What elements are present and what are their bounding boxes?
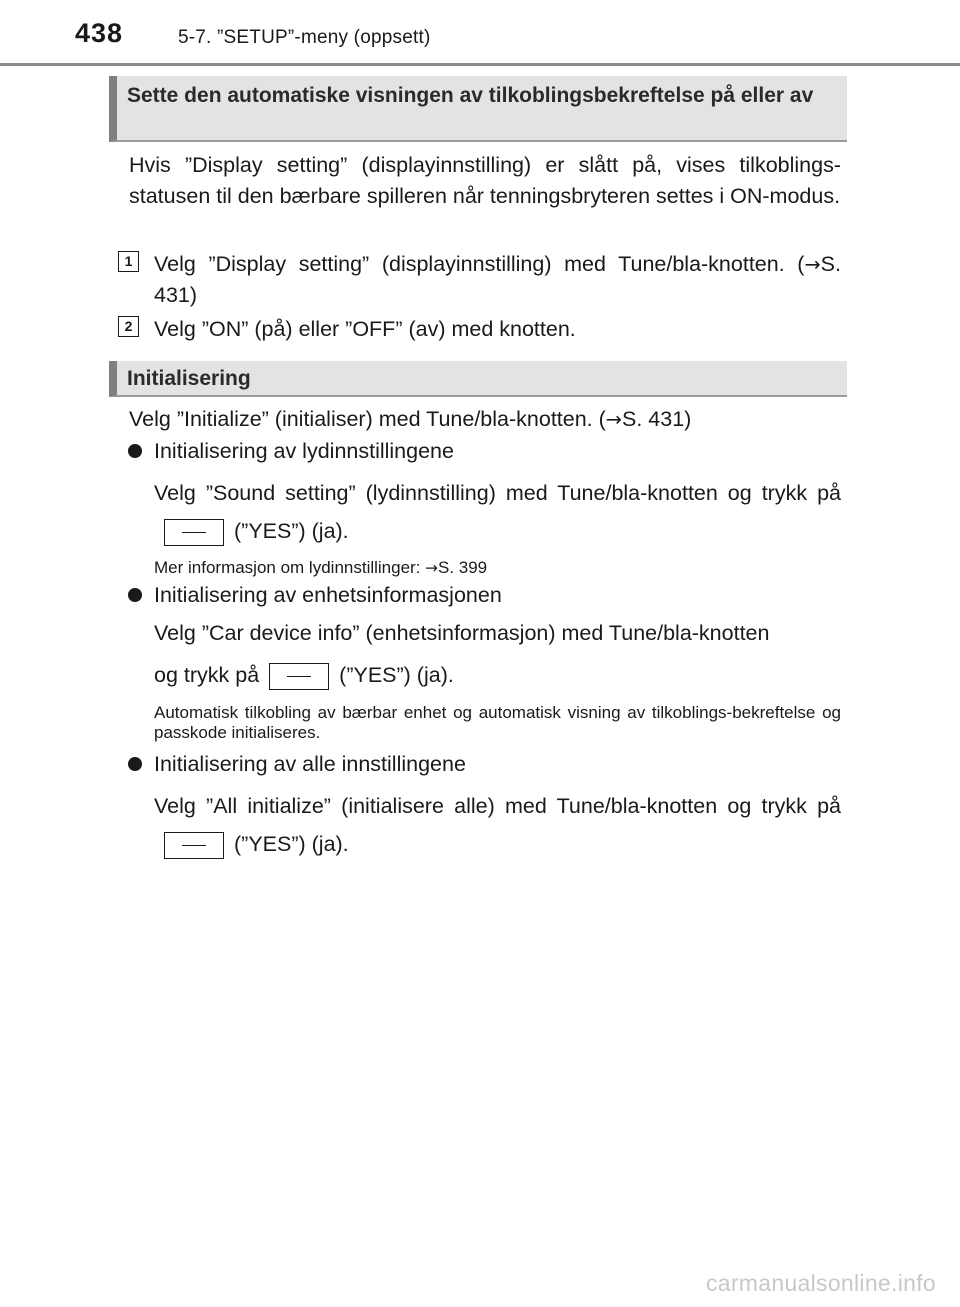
item-1-note-a: Mer informasjon om lydinnstillinger: — [154, 558, 426, 577]
step-2-text: Velg ”ON” (på) eller ”OFF” (av) med knotten. — [154, 317, 576, 341]
step-number-1: 1 — [118, 251, 139, 272]
header-title: 5-7. ”SETUP”-meny (oppsett) — [178, 27, 431, 48]
item-2-text-line1: Velg ”Car device info” (enhetsinformasjon) med Tune/bla-knotten — [154, 621, 770, 645]
step-1-text-b: S. 431) — [154, 252, 841, 307]
item-2-title: Initialisering av enhetsinformasjonen — [154, 583, 502, 607]
item-2-text-line2 — [154, 656, 841, 694]
item-2-text-b: (”YES”) (ja). — [339, 663, 454, 687]
section-heading-label: Sette den automatiske visningen av tilkoblingsbekreftelse på eller av — [127, 84, 814, 107]
section1-intro: Hvis ”Display setting” (displayinnstilling) er slått på, vises tilkoblings-statusen til den bærbare spilleren når tenningsbryteren settes i ON-modus. — [129, 153, 841, 208]
bullet-icon — [128, 588, 142, 602]
item-3-text-a: Velg ”All initialize” (initialisere alle) med Tune/bla-knotten og trykk på — [154, 794, 841, 818]
yes-button-icon — [164, 832, 224, 859]
arrow-icon: → — [605, 408, 623, 431]
bullet-icon — [128, 757, 142, 771]
section2-intro — [129, 404, 841, 435]
item-3-text-b: (”YES”) (ja). — [234, 832, 349, 856]
yes-button-icon — [164, 519, 224, 546]
item-3-text — [154, 787, 841, 863]
item-2-text-a: og trykk på — [154, 663, 260, 687]
arrow-icon: → — [425, 559, 438, 577]
item-3-title: Initialisering av alle innstillingene — [154, 752, 466, 776]
section2-intro-a: Velg ”Initialize” (initialiser) med Tune/bla-knotten. ( — [129, 407, 606, 431]
header-divider — [0, 63, 960, 66]
item-1-text-b: (”YES”) (ja). — [234, 519, 349, 543]
item-1-note — [154, 558, 841, 578]
bullet-icon — [128, 444, 142, 458]
section2-intro-b: S. 431) — [622, 407, 692, 431]
item-2-note: Automatisk tilkobling av bærbar enhet og automatisk visning av tilkoblings-bekreftelse og passkode initialiseres. — [154, 703, 841, 742]
item-1-text-a: Velg ”Sound setting” (lydinnstilling) med Tune/bla-knotten og trykk på — [154, 481, 841, 505]
arrow-icon: → — [804, 253, 821, 276]
yes-button-icon — [269, 663, 329, 690]
step-1-text — [154, 249, 841, 311]
step-number-2: 2 — [118, 316, 139, 337]
section-heading-auto-display — [109, 76, 847, 142]
step-1-text-a: Velg ”Display setting” (displayinnstilling) med Tune/bla-knotten. ( — [154, 252, 805, 276]
watermark: carmanualsonline.info — [705, 1270, 936, 1296]
page-number: 438 — [75, 18, 124, 48]
item-1-title: Initialisering av lydinnstillingene — [154, 439, 454, 463]
section-heading-label: Initialisering — [127, 367, 251, 390]
section-heading-initialization — [109, 361, 847, 397]
item-1-note-b: S. 399 — [437, 558, 488, 577]
item-1-text — [154, 474, 841, 550]
